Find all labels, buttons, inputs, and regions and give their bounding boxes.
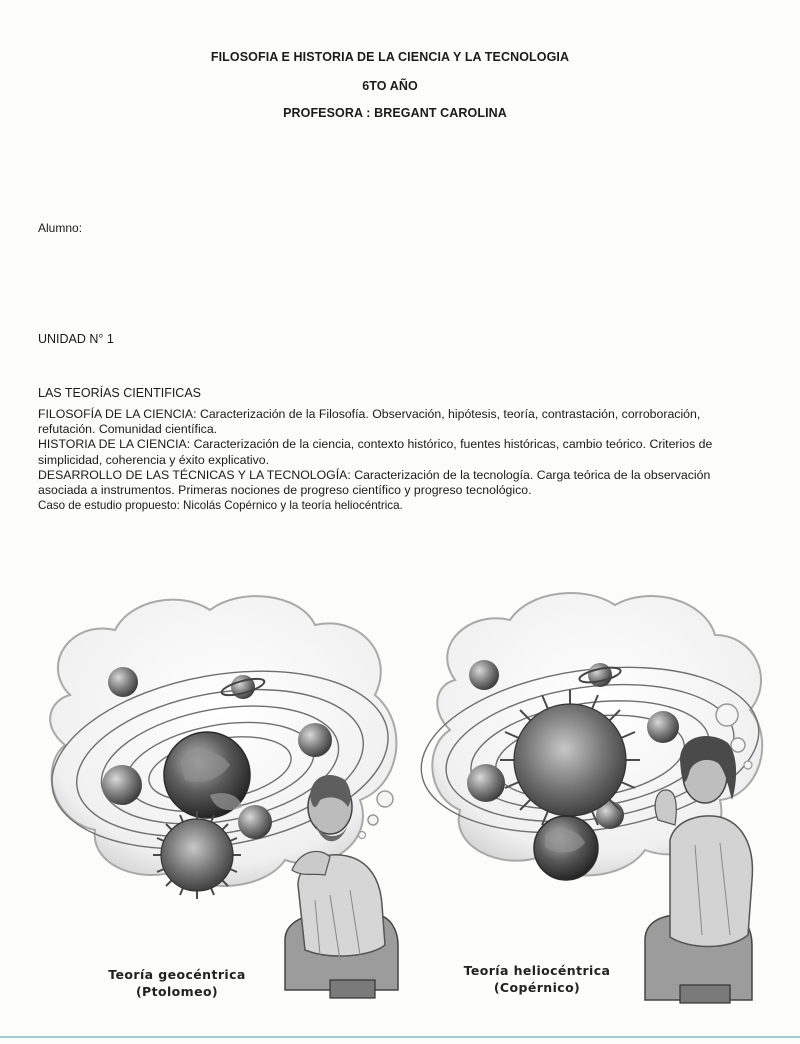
- heliocentric-caption-author: (Copérnico): [493, 980, 581, 995]
- heliocentric-caption: [452, 962, 622, 996]
- planet-icon: [298, 723, 332, 757]
- planet-icon: [108, 667, 138, 697]
- geocentric-caption: [92, 966, 262, 1000]
- geocentric-caption-title: Teoría geocéntrica: [108, 967, 246, 982]
- geocentric-cloud: [38, 596, 402, 899]
- student-label: Alumno:: [38, 221, 83, 235]
- paragraph-case-study: Caso de estudio propuesto: Nicolás Copérnico y la teoría heliocéntrica.: [38, 499, 403, 513]
- planet-icon: [102, 765, 142, 805]
- planet-icon: [467, 764, 505, 802]
- planet-icon: [238, 805, 272, 839]
- course-title: FILOSOFIA E HISTORIA DE LA CIENCIA Y LA TECNOLOGIA: [210, 50, 570, 64]
- paragraph-philosophy: FILOSOFÍA DE LA CIENCIA: Caracterización de la Filosofía. Observación, hipótesis, teoría, contrastación, corroboración, refutación. Comunidad científica.: [38, 407, 701, 437]
- paragraph-history: HISTORIA DE LA CIENCIA: Caracterización de la ciencia, contexto histórico, fuentes históricas, cambio teórico. Criterios de simplicidad, coherencia y éxito explicativo.: [38, 437, 713, 467]
- section-title: LAS TEORÍAS CIENTIFICAS: [38, 386, 202, 400]
- page-bottom-rule: [0, 1036, 800, 1038]
- paragraph-technology: DESARROLLO DE LAS TÉCNICAS Y LA TECNOLOGÍA: Caracterización de la tecnología. Carga teórica de la observación asociada a instrumentos. Primeras nociones de progreso científico y progreso tecnológico.: [38, 467, 711, 498]
- sun-icon: [153, 811, 241, 899]
- planet-icon: [647, 711, 679, 743]
- unit-title: UNIDAD N° 1: [38, 332, 114, 346]
- planet-icon: [469, 660, 499, 690]
- course-year: 6TO AÑO: [362, 79, 418, 93]
- syllabus-text: [38, 407, 758, 513]
- heliocentric-caption-title: Teoría heliocéntrica: [463, 963, 611, 978]
- sun-icon: [500, 690, 640, 830]
- teacher-name: PROFESORA : BREGANT CAROLINA: [283, 106, 507, 120]
- geocentric-caption-author: (Ptolomeo): [135, 984, 219, 999]
- cosmology-illustration: [30, 585, 770, 1015]
